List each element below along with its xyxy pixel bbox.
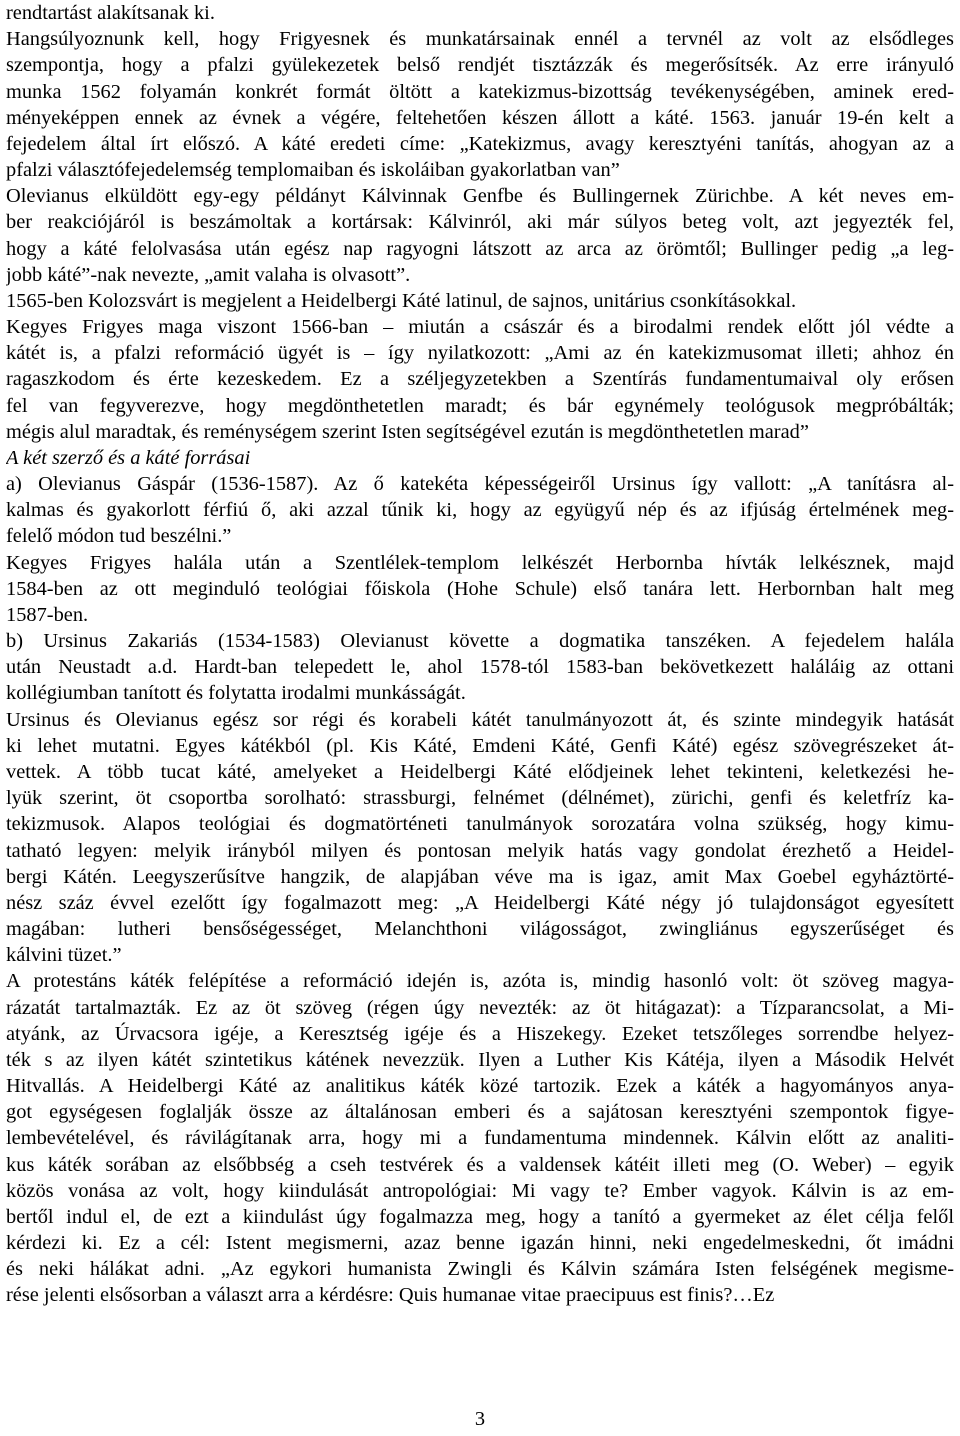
text-line: A protestáns káték felépítése a reformáció idején is, azóta is, mindig hasonló volt: öt szöveg magya-	[6, 970, 954, 993]
text-line: lembevételével, és rávilágítanak arra, hogy mi a fundamentuma mindennek. Kálvin előtt az analiti-	[6, 1127, 954, 1150]
text-line: ték s az ilyen kátét szintetikus kátének nevezzük. Ilyen a Luther Kis Kátéja, ilyen a Második Helvét	[6, 1048, 954, 1071]
text-line: rése jelenti elsősorban a választ arra a kérdésre: Quis humanae vitae praecipuus est finis?…Ez	[6, 1284, 775, 1307]
text-line: ragaszkodom és érte kezeskedem. Ez a széljegyzetekben a Szentírás fundamentumaival oly erősen	[6, 368, 954, 391]
text-line: kálvini tüzet.”	[6, 944, 122, 967]
text-line: és neki hálákat adni. „Az egykori humanista Zwingli és Kálvin számára Isten felségének megisme-	[6, 1258, 954, 1281]
text-line: vettek. A több tucat káté, amelyeket a Heidelbergi Káté elődjeinek lehet tekinteni, keletkezési he-	[6, 760, 954, 783]
text-line: bertől indul el, de ezt a kiindulást úgy fogalmazza meg, hogy a tanító a gyermeket az élet célja felől	[6, 1205, 954, 1228]
text-line: kalmas és gyakorlott férfiú ő, aki azzal tűnik ki, hogy az együgyű nép és az ifjúság értelmének meg-	[6, 499, 954, 522]
text-line: 1565-ben Kolozsvárt is megjelent a Heidelbergi Káté latinul, de sajnos, unitárius csonkításokkal.	[6, 289, 797, 312]
text-line: ményeképpen ennek az évnek a végére, feltehetően készen állott a káté. 1563. január 19-én kelt a	[6, 106, 954, 129]
text-line: b) Ursinus Zakariás (1534-1583) Olevianust követte a dogmatika tanszéken. A fejedelem halála	[6, 630, 954, 653]
text-line: Kegyes Frigyes maga viszont 1566-ban – miután a császár és a birodalmi rendek előtt jól védte a	[6, 316, 954, 339]
text-line: kollégiumban tanított és folytatta irodalmi munkásságát.	[6, 682, 466, 705]
text-line: munka 1562 folyamán konkrét formát öltött a katekizmus-bizottság tevékenységében, aminek ered-	[6, 80, 954, 103]
section-heading: A két szerző és a káté forrásai	[6, 446, 251, 469]
text-line: a) Olevianus Gáspár (1536-1587). Az ő katekéta képességeiről Ursinus így vallott: „A tanításra al-	[6, 473, 954, 496]
text-line: után Neustadt a.d. Hardt-ban telepedett le, ahol 1578-tól 1583-ban bekövetkezett haláláig az ottani	[6, 656, 954, 679]
document-page	[6, 0, 954, 1436]
text-line: ber reakciójáról is beszámoltak a kortársak: Kálvinról, aki már súlyos beteg volt, azt jegyezték fel,	[6, 211, 954, 234]
text-line: szempontja, hogy a pfalzi gyülekezetek belső rendjét tisztázzák és megerősítsék. Az erre irányuló	[6, 54, 954, 77]
text-line: jobb káté”-nak nevezte, „amit valaha is olvasott”.	[6, 263, 411, 286]
text-line: Ursinus és Olevianus egész sor régi és korabeli kátét tanulmányozott át, és szinte mindegyik hatását	[6, 708, 954, 731]
text-line: tatható legyen: melyik irányból milyen és pontosan melyik hatás vagy gondolat érezhető a Heidel-	[6, 839, 954, 862]
text-line: tekizmusok. Alapos teológiai és dogmatörténeti tanulmányok sorozatára volna szükség, hogy kimu-	[6, 813, 954, 836]
text-line: fel van fegyverezve, hogy megdönthetetlen maradt; és bár egynémely teológusok megpróbálták;	[6, 394, 954, 417]
text-line: 1587-ben.	[6, 603, 89, 626]
text-line: rendtartást alakítsanak ki.	[6, 2, 215, 24]
text-line: 1584-ben az ott meginduló teológiai főiskola (Hohe Schule) első tanára lett. Herbornban halt meg	[6, 577, 954, 600]
text-line: közös vonása az volt, hogy kiindulását antropológiai: Mi vagy te? Ember vagyok. Kálvin is az em-	[6, 1179, 954, 1202]
text-line: kérdezi ki. Ez a cél: Istent megismerni, azaz benne igazán hinni, neki engedelmeskedni, őt imádni	[6, 1232, 954, 1255]
text-line: Kegyes Frigyes halála után a Szentlélek-templom lelkészét Herbornba hívták lelkésznek, majd	[6, 551, 954, 574]
text-line: kus káték sorában az elsőbbség a cseh testvérek és a valdensek kátéit illeti meg (O. Weber) – egyik	[6, 1153, 954, 1176]
text-line: nész száz évvel ezelőtt így fogalmazott meg: „A Heidelbergi Káté négy jó tulajdonságot egyesített	[6, 891, 954, 914]
text-line: magában: lutheri bensőségességet, Melanchthoni világosságot, zwingliánus egyszerűséget és	[6, 918, 954, 941]
text-line: bergi Kátén. Leegyszerűsítve hangzik, de alapjában véve ma is igaz, amit Max Goebel egyháztörté-	[6, 865, 954, 888]
page-number: 3	[474, 1408, 486, 1430]
text-line: Hitvallás. A Heidelbergi Káté az analitikus káték közé tartozik. Ezek a káték a hagyományos anya-	[6, 1075, 954, 1098]
text-line: rázatát tartalmazták. Ez az öt szöveg (régen úgy nevezték: az öt hitágazat): a Tízparancsolat, a Mi-	[6, 996, 954, 1019]
text-line: felelő módon tud beszélni.”	[6, 525, 232, 548]
text-line: Olevianus elküldött egy-egy példányt Kálvinnak Genfbe és Bullingernek Zürichbe. A két neves em-	[6, 185, 954, 208]
text-line: fejedelem által írt előszó. A káté eredeti címe: „Katekizmus, avagy keresztyéni tanítás, ahogyan az a	[6, 132, 954, 155]
body-text	[6, 0, 954, 1309]
text-line: got egységesen foglalják össze az általánosan emberi és a sajátosan keresztyéni szempontok figye-	[6, 1101, 954, 1124]
text-line: atyánk, az Úrvacsora igéje, a Keresztség igéje és a Hiszekegy. Ezeket tetszőleges sorrendbe helyez-	[6, 1022, 954, 1045]
text-line: pfalzi választófejedelemség templomaiban és iskoláiban gyakorlatban van”	[6, 159, 620, 182]
text-line: ki lehet mutatni. Egyes kátékból (pl. Kis Káté, Emdeni Káté, Genfi Káté) egész szövegrészeket át-	[6, 734, 954, 757]
text-line: kátét is, a pfalzi reformáció ügyét is – így nyilatkozott: „Ami az én katekizmusomat illeti; ahhoz én	[6, 342, 954, 365]
text-line: Hangsúlyoznunk kell, hogy Frigyesnek és munkatársainak ennél a tervnél az volt az elsődleges	[6, 28, 954, 51]
text-line: hogy a káté felolvasása után egész nap ragyogni látszott az arca az örömtől; Bullinger pedig „a leg-	[6, 237, 954, 260]
text-line: lyük szerint, öt csoportba sorolható: strassburgi, felnémet (délnémet), zürichi, genfi és keletfríz ka-	[6, 787, 954, 810]
text-line: mégis alul maradtak, és reménységem szerint Isten segítségével ezután is megdönthetetlen marad”	[6, 420, 809, 443]
